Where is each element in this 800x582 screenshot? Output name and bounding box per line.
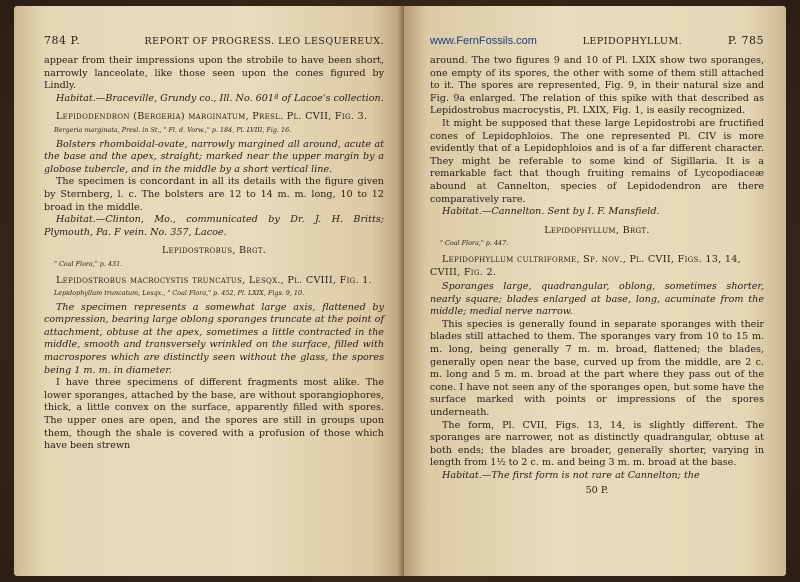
left-running-title: REPORT OF PROGRESS. LEO LESQUEREUX. bbox=[144, 36, 384, 47]
right-paragraph: The form, Pl. CVII, Figs. 13, 14, is slightly different. The sporanges are narrower, not as distinctly quadrangular, obtuse at both ends; the blades are broader, generally shorter, varying in length from 1½ to 2 c. m. and being 3 m. m. broad at the base. bbox=[430, 419, 764, 469]
species-reference: Bergeria marginata, Presl. in St., " Fl. d. Vorw.," p. 184, Pl. LVIII, Fig. 16. bbox=[54, 125, 292, 134]
habitat-text: Habitat.—Clinton, Mo., communicated by Dr. J. H. Britts; Plymouth, Pa. F vein. No. 357, Lacoe. bbox=[44, 214, 384, 238]
species-heading: Lepidophyllum cultriforme, Sp. nov., Pl. CVII, Figs. 13, 14, CVIII, Fig. 2. bbox=[430, 253, 742, 278]
left-page-number: 784 P. bbox=[44, 34, 81, 47]
right-page-header bbox=[430, 34, 764, 47]
genus-reference: " Coal Flora," p. 431. bbox=[54, 259, 123, 268]
species-heading: Lepidostrobus macrocystis truncatus, Lesqx., Pl. CVIII, Fig. 1. bbox=[56, 274, 373, 286]
right-running-title: LEPIDOPHYLLUM. bbox=[582, 36, 683, 47]
watermark-link[interactable]: www.FernFossils.com bbox=[430, 35, 537, 47]
species-description: Sporanges large, quadrangular, oblong, sometimes shorter, nearly square; blades enlarged at base, long, acuminate from the middle; medial nerve narrow. bbox=[430, 281, 764, 318]
species-reference: Lepidophyllum truncatum, Lesqx., " Coal Flora," p. 452, Pl. LXIX, Figs. 9, 10. bbox=[54, 289, 305, 298]
species-heading: Lepidodendron (Bergeria) marginatum, Presl. Pl. CVII, Fig. 3. bbox=[56, 111, 368, 123]
right-paragraph: This species is generally found in separate sporanges with their blades still attached to them. The sporanges vary from 10 to 15 m. m. long, being generally 7 m. m. broad, flattened; the blades, generally open near the base, curved up from the middle, are 2 c. m. long and 5 m. m. broad at the part where they pass out of the cone. I have not seen any of the sporanges open, but some have the surface marked with points or impressions of the spores underneath. bbox=[430, 318, 764, 419]
right-page bbox=[404, 6, 786, 576]
left-paragraph: appear from their impressions upon the strobile to have been short, narrowly lanceolate, like those seen upon the cones figured by Lindly. bbox=[44, 55, 384, 92]
species-description: Bolsters rhomboidal-ovate, narrowly margined all around, acute at the base and the apex, straight; marked near the upper margin by a globose tubercle, and in the middle by a short vertical line. bbox=[44, 138, 384, 175]
signature-mark: 50 P. bbox=[585, 484, 609, 496]
right-paragraph: It might be supposed that these large Lepidostrobi are fructified cones of Lepidophloios. The one represented Pl. CIV is more evidently that of a Lepidophloios and is of a far different character. They might be referable to some kind of Sigillaria. It is a remarkable fact that though fruiting remains of Lycopodiaceæ abound at Cannelton, species of Lepidodendron are there comparatively rare. bbox=[430, 117, 764, 205]
left-page bbox=[14, 6, 404, 576]
habitat-text: Habitat.—The first form is not rare at Cannelton; the bbox=[442, 470, 700, 481]
genus-reference: " Coal Flora," p. 447. bbox=[440, 239, 509, 248]
species-description: The specimen represents a somewhat large axis, flattened by compression, bearing large oblong sporanges truncate at the point of attachment, obtuse at the apex, sometimes a little contracted in the middle, smooth and transversely wrinkled on the surface, filled with macrospores which are distinctly seen without the glass, the spores being 1 m. m. in diameter. bbox=[44, 301, 384, 376]
genus-heading: Lepidostrobus, Brgt. bbox=[161, 245, 267, 257]
habitat-text: Habitat.—Cannelton. Sent by I. F. Mansfield. bbox=[442, 206, 660, 218]
species-text: The specimen is concordant in all its details with the figure given by Sternberg, l. c. The bolsters are 12 to 14 m. m. long, 10 to 12 broad in the middle. bbox=[44, 176, 384, 213]
genus-heading: Lepidophyllum, Brgt. bbox=[544, 224, 650, 236]
species-text: I have three specimens of different fragments most alike. The lower sporanges, attached by the base, are without sporangiophores, thick, a little convex on the surface, apparently filled with spores. The upper ones are open, and the spores are still in groups upon them, though the shale is covered with a profusion of those which have been strewn bbox=[44, 377, 384, 452]
right-page-number: P. 785 bbox=[727, 34, 764, 47]
right-paragraph: around. The two figures 9 and 10 of Pl. LXIX show two sporanges, one empty of its spores, the other with some of them still attached to it. The spores are represented, Fig. 9, in their natural size and Fig. 9a enlarged. The relation of this spike with that described as Lepidostrobus macrocystis, Pl. LXIX, Fig. 1, is easily recognized. bbox=[430, 55, 764, 117]
left-page-header bbox=[44, 34, 384, 47]
habitat-text: Habitat.—Braceville, Grundy co., Ill. No. 601ª of Lacoe's collection. bbox=[56, 92, 384, 104]
